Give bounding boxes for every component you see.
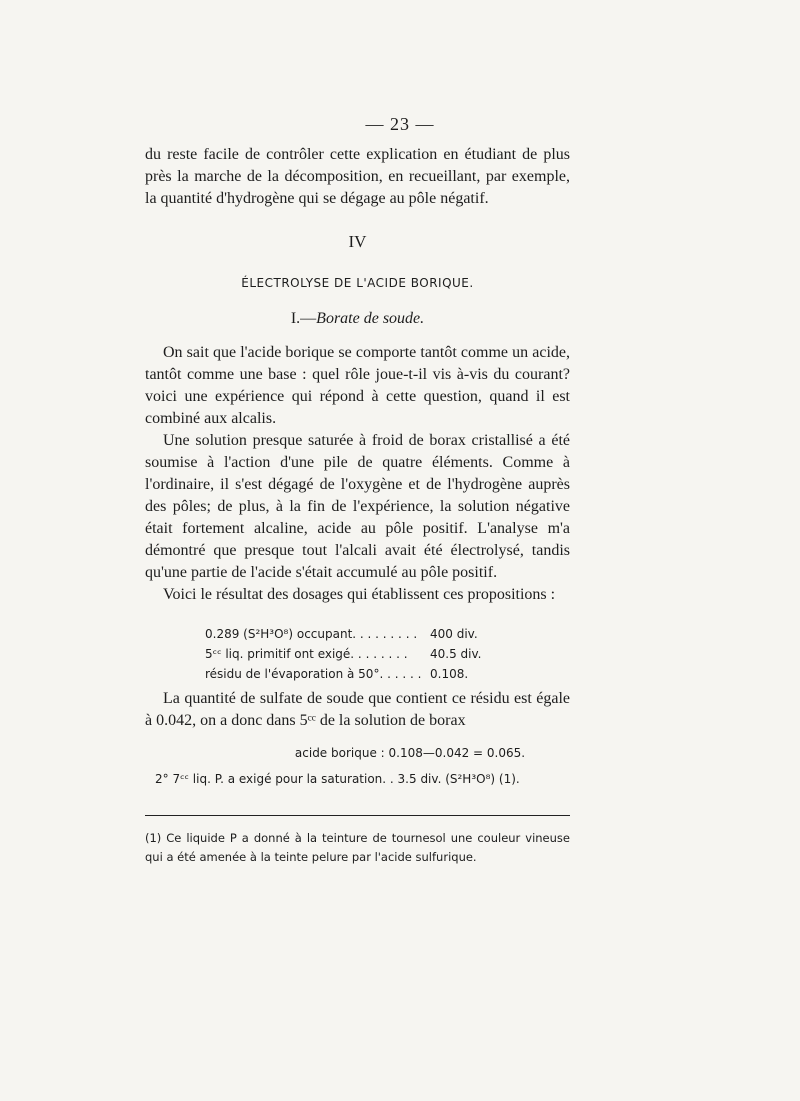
- boric-acid-formula: acide borique : 0.108—0.042 = 0.065.: [294, 746, 526, 760]
- measurement-row: [205, 624, 481, 644]
- measurement-value: 400 div.: [430, 627, 478, 641]
- paragraph-sulfate: La quantité de sulfate de soude que contient ce résidu est égale à 0.042, on a donc dans 5ᶜᶜ de la solution de borax: [145, 690, 570, 729]
- measurement-label: 5ᶜᶜ liq. primitif ont exigé. . . . . . . .: [205, 647, 408, 661]
- subsection-number: I.—: [290, 310, 317, 327]
- measurement-list: [205, 624, 481, 684]
- measurement-label: résidu de l'évaporation à 50°. . . . . .: [205, 667, 422, 681]
- body-paragraphs: [145, 342, 570, 606]
- section-title: ÉLECTROLYSE DE L'ACIDE BORIQUE.: [241, 276, 474, 290]
- measurement-row: [205, 644, 481, 664]
- intro-paragraph: du reste facile de contrôler cette explication en étudiant de plus près la marche de la décomposition, en recueillant, par exemple, la quantité d'hydrogène qui se dégage au pôle négatif.: [145, 146, 570, 207]
- footnote: (1) Ce liquide P a donné à la teinture de tournesol une couleur vineuse qui a été amenée à la teinte pelure par l'acide sulfurique.: [145, 831, 570, 864]
- item-2-line: 2° 7ᶜᶜ liq. P. a exigé pour la saturation. . 3.5 div. (S²H³O⁸) (1).: [155, 772, 520, 786]
- footnote-divider: [145, 815, 570, 816]
- subsection-title: Borate de soude.: [316, 310, 425, 327]
- measurement-row: [205, 664, 481, 684]
- paragraph-experiment: Une solution presque saturée à froid de borax cristallisé a été soumise à l'action d'une pile de quatre éléments. Comme à l'ordinaire, il s'est dégagé de l'oxygène et de l'hydrogène auprès des pôles; de plus, à la fin de l'expérience, la solution négative était fortement alcaline, acide au pôle positif. L'analyse m'a démontré que presque tout l'alcali avait été électrolysé, tandis qu'une partie de l'acide s'était accumulé au pôle positif.: [145, 432, 570, 581]
- paragraph-acid-role: On sait que l'acide borique se comporte tantôt comme un acide, tantôt comme une base : quel rôle joue-t-il vis à-vis du courant? voici une expérience qui répond à cette question, quand il est combiné aux alcalis.: [145, 344, 570, 427]
- subsection-heading: [145, 310, 570, 328]
- measurement-value: 0.108.: [430, 667, 469, 681]
- measurement-value: 40.5 div.: [430, 647, 482, 661]
- section-number: IV: [348, 232, 367, 251]
- page-number: — 23 —: [365, 114, 435, 134]
- measurement-label: 0.289 (S²H³O⁸) occupant. . . . . . . . .: [205, 627, 418, 641]
- after-paragraph-block: [145, 688, 570, 732]
- intro-paragraph-block: [145, 144, 570, 210]
- paragraph-results-intro: Voici le résultat des dosages qui établissent ces propositions :: [163, 586, 556, 603]
